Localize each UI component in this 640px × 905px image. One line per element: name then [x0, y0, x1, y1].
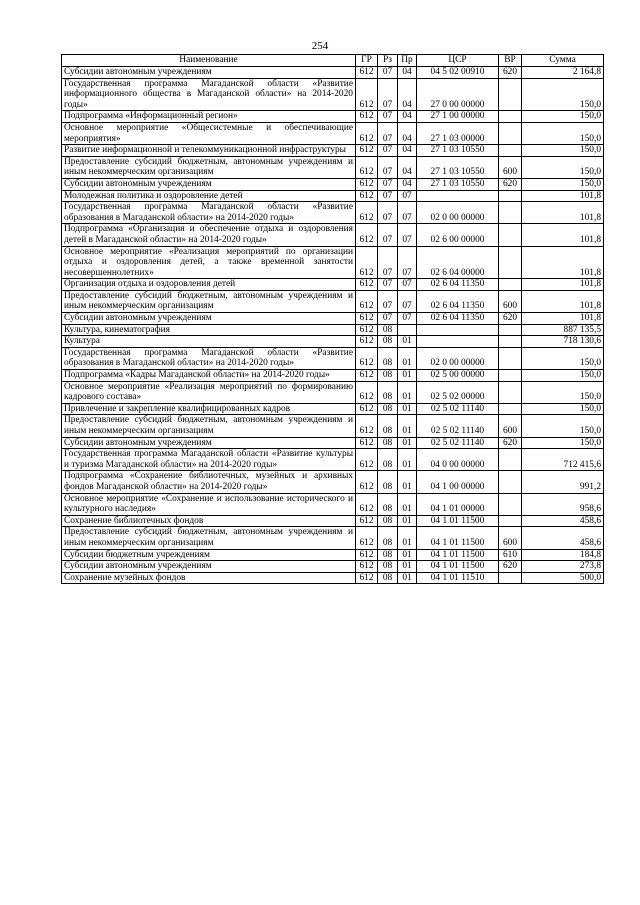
table-row	[62, 549, 604, 561]
cell-csr: 02 6 04 00000	[417, 246, 499, 279]
cell-sum: 150,0	[522, 370, 604, 382]
cell-sum: 150,0	[522, 145, 604, 157]
cell-csr: 27 1 03 10550	[417, 145, 499, 157]
cell-pr: 07	[398, 224, 417, 246]
cell-rz: 08	[378, 549, 398, 561]
cell-csr: 02 6 04 11350	[417, 290, 499, 312]
cell-vr: 600	[499, 290, 522, 312]
cell-rz: 07	[378, 290, 398, 312]
cell-rz: 08	[378, 515, 398, 527]
cell-gr: 612	[356, 78, 378, 111]
cell-gr: 612	[356, 415, 378, 437]
cell-vr	[499, 449, 522, 471]
cell-name: Сохранение библиотечных фондов	[62, 515, 356, 527]
cell-rz: 08	[378, 415, 398, 437]
cell-gr: 612	[356, 449, 378, 471]
table-row	[62, 324, 604, 336]
cell-name: Привлечение и закрепление квалифицированных кадров	[62, 403, 356, 415]
cell-vr: 620	[499, 313, 522, 325]
cell-gr: 612	[356, 224, 378, 246]
cell-vr	[499, 336, 522, 348]
cell-vr	[499, 572, 522, 584]
cell-name: Подпрограмма «Кадры Магаданской области» на 2014-2020 годы»	[62, 370, 356, 382]
cell-rz: 08	[378, 336, 398, 348]
cell-sum: 150,0	[522, 111, 604, 123]
cell-gr: 612	[356, 347, 378, 369]
cell-gr: 612	[356, 527, 378, 549]
cell-gr: 612	[356, 381, 378, 403]
cell-gr: 612	[356, 145, 378, 157]
cell-name: Государственная программа Магаданской области «Развитие культуры и туризма Магаданской области» на 2014-2020 годы»	[62, 449, 356, 471]
cell-pr: 01	[398, 403, 417, 415]
cell-name: Подпрограмма «Организация и обеспечение отдыха и оздоровления детей в Магаданской области» на 2014-2020 годы»	[62, 224, 356, 246]
cell-name: Предоставление субсидий бюджетным, автономным учреждениям и иным некоммерческим организациям	[62, 527, 356, 549]
cell-pr: 04	[398, 122, 417, 144]
table-header-row	[62, 55, 604, 67]
cell-vr	[499, 279, 522, 291]
cell-sum: 718 130,6	[522, 336, 604, 348]
table-row	[62, 313, 604, 325]
cell-name: Субсидии автономным учреждениям	[62, 67, 356, 79]
cell-sum: 101,8	[522, 190, 604, 202]
cell-sum: 150,0	[522, 156, 604, 178]
cell-csr: 04 5 02 00910	[417, 67, 499, 79]
cell-csr: 02 6 04 11350	[417, 279, 499, 291]
cell-vr	[499, 246, 522, 279]
cell-name: Государственная программа Магаданской области «Развитие информационного общества в Магаданской области» на 2014-2020 годы»	[62, 78, 356, 111]
cell-vr: 620	[499, 437, 522, 449]
cell-name: Субсидии автономным учреждениям	[62, 561, 356, 573]
cell-rz: 07	[378, 178, 398, 190]
cell-vr	[499, 515, 522, 527]
cell-rz: 08	[378, 403, 398, 415]
table-row	[62, 122, 604, 144]
cell-name: Субсидии автономным учреждениям	[62, 178, 356, 190]
table-row	[62, 437, 604, 449]
cell-csr: 04 1 01 00000	[417, 493, 499, 515]
cell-pr: 01	[398, 561, 417, 573]
table-row	[62, 290, 604, 312]
cell-csr: 04 1 01 11510	[417, 572, 499, 584]
cell-name: Предоставление субсидий бюджетным, автономным учреждениям и иным некоммерческим организациям	[62, 290, 356, 312]
cell-vr: 620	[499, 67, 522, 79]
cell-rz: 07	[378, 279, 398, 291]
cell-name: Культура	[62, 336, 356, 348]
cell-rz: 07	[378, 202, 398, 224]
cell-rz: 07	[378, 246, 398, 279]
cell-sum: 101,8	[522, 313, 604, 325]
cell-csr: 04 1 00 00000	[417, 471, 499, 493]
table-row	[62, 572, 604, 584]
cell-gr: 612	[356, 493, 378, 515]
cell-csr	[417, 324, 499, 336]
header-pr: Пр	[398, 55, 417, 67]
cell-pr: 01	[398, 549, 417, 561]
cell-vr	[499, 471, 522, 493]
cell-csr: 04 1 01 11500	[417, 515, 499, 527]
cell-sum: 887 135,5	[522, 324, 604, 336]
cell-vr	[499, 493, 522, 515]
cell-rz: 08	[378, 347, 398, 369]
cell-gr: 612	[356, 156, 378, 178]
cell-rz: 07	[378, 145, 398, 157]
cell-pr: 04	[398, 111, 417, 123]
cell-sum: 150,0	[522, 122, 604, 144]
header-name: Наименование	[62, 55, 356, 67]
cell-csr: 27 1 03 10550	[417, 178, 499, 190]
cell-gr: 612	[356, 336, 378, 348]
cell-gr: 612	[356, 202, 378, 224]
cell-pr: 07	[398, 290, 417, 312]
table-row	[62, 156, 604, 178]
table-row	[62, 78, 604, 111]
cell-sum: 458,6	[522, 527, 604, 549]
table-row	[62, 403, 604, 415]
cell-pr: 01	[398, 449, 417, 471]
cell-rz: 08	[378, 561, 398, 573]
cell-sum: 150,0	[522, 78, 604, 111]
cell-sum: 101,8	[522, 202, 604, 224]
cell-name: Молодежная политика и оздоровление детей	[62, 190, 356, 202]
cell-vr	[499, 202, 522, 224]
cell-vr: 600	[499, 527, 522, 549]
cell-rz: 08	[378, 471, 398, 493]
cell-rz: 07	[378, 313, 398, 325]
cell-csr: 02 0 00 00000	[417, 347, 499, 369]
cell-csr: 04 0 00 00000	[417, 449, 499, 471]
cell-vr	[499, 347, 522, 369]
cell-pr: 04	[398, 78, 417, 111]
table-row	[62, 515, 604, 527]
table-row	[62, 178, 604, 190]
table-row	[62, 67, 604, 79]
cell-sum: 184,8	[522, 549, 604, 561]
cell-sum: 2 164,8	[522, 67, 604, 79]
cell-name: Основное мероприятие «Реализация мероприятий по формированию кадрового состава»	[62, 381, 356, 403]
cell-name: Подпрограмма «Информационный регион»	[62, 111, 356, 123]
cell-name: Культура, кинематография	[62, 324, 356, 336]
cell-sum: 958,6	[522, 493, 604, 515]
cell-vr	[499, 145, 522, 157]
cell-gr: 612	[356, 324, 378, 336]
cell-pr: 07	[398, 202, 417, 224]
cell-rz: 07	[378, 78, 398, 111]
cell-name: Предоставление субсидий бюджетным, автономным учреждениям и иным некоммерческим организациям	[62, 156, 356, 178]
cell-csr: 27 1 00 00000	[417, 111, 499, 123]
cell-pr: 01	[398, 415, 417, 437]
cell-gr: 612	[356, 246, 378, 279]
cell-vr: 620	[499, 561, 522, 573]
cell-name: Подпрограмма «Сохранение библиотечных, музейных и архивных фондов Магаданской области» на 2014-2020 годы»	[62, 471, 356, 493]
cell-name: Субсидии автономным учреждениям	[62, 313, 356, 325]
cell-rz: 08	[378, 437, 398, 449]
cell-name: Предоставление субсидий бюджетным, автономным учреждениям и иным некоммерческим организациям	[62, 415, 356, 437]
table-row	[62, 202, 604, 224]
cell-sum: 150,0	[522, 437, 604, 449]
cell-csr	[417, 190, 499, 202]
cell-gr: 612	[356, 67, 378, 79]
table-row	[62, 471, 604, 493]
cell-name: Государственная программа Магаданской области «Развитие образования в Магаданской области» на 2014-2020 годы»	[62, 347, 356, 369]
cell-gr: 612	[356, 313, 378, 325]
cell-csr: 02 5 02 11140	[417, 403, 499, 415]
cell-sum: 150,0	[522, 178, 604, 190]
cell-gr: 612	[356, 370, 378, 382]
cell-vr	[499, 403, 522, 415]
cell-csr: 02 6 04 11350	[417, 313, 499, 325]
cell-vr	[499, 324, 522, 336]
page-number: 254	[311, 40, 329, 52]
cell-sum: 101,8	[522, 290, 604, 312]
cell-csr: 27 0 00 00000	[417, 78, 499, 111]
cell-rz: 07	[378, 190, 398, 202]
cell-vr	[499, 190, 522, 202]
cell-vr: 600	[499, 415, 522, 437]
cell-csr: 02 5 00 00000	[417, 370, 499, 382]
cell-sum: 101,8	[522, 246, 604, 279]
cell-sum: 150,0	[522, 403, 604, 415]
cell-rz: 07	[378, 224, 398, 246]
cell-rz: 08	[378, 370, 398, 382]
cell-gr: 612	[356, 471, 378, 493]
header-vr: ВР	[499, 55, 522, 67]
cell-pr: 01	[398, 381, 417, 403]
cell-pr: 01	[398, 471, 417, 493]
cell-pr: 04	[398, 156, 417, 178]
cell-sum: 458,6	[522, 515, 604, 527]
cell-name: Основное мероприятие «Общесистемные и обеспечивающие мероприятия»	[62, 122, 356, 144]
cell-pr: 07	[398, 279, 417, 291]
cell-vr	[499, 224, 522, 246]
table-row	[62, 449, 604, 471]
cell-csr: 02 5 02 11140	[417, 415, 499, 437]
cell-sum: 150,0	[522, 415, 604, 437]
cell-rz: 08	[378, 572, 398, 584]
table-row	[62, 190, 604, 202]
cell-gr: 612	[356, 190, 378, 202]
cell-rz: 07	[378, 156, 398, 178]
cell-pr: 01	[398, 347, 417, 369]
cell-sum: 101,8	[522, 279, 604, 291]
cell-csr: 27 1 03 10550	[417, 156, 499, 178]
cell-vr: 610	[499, 549, 522, 561]
header-sum: Сумма	[522, 55, 604, 67]
cell-name: Организация отдыха и оздоровления детей	[62, 279, 356, 291]
cell-rz: 08	[378, 324, 398, 336]
cell-pr: 07	[398, 313, 417, 325]
cell-sum: 150,0	[522, 381, 604, 403]
cell-gr: 612	[356, 561, 378, 573]
cell-rz: 08	[378, 449, 398, 471]
table-row	[62, 493, 604, 515]
cell-vr	[499, 122, 522, 144]
table-row	[62, 336, 604, 348]
table-row	[62, 347, 604, 369]
cell-rz: 08	[378, 493, 398, 515]
cell-sum: 991,2	[522, 471, 604, 493]
cell-rz: 07	[378, 67, 398, 79]
table-row	[62, 246, 604, 279]
cell-vr: 620	[499, 178, 522, 190]
cell-csr: 27 1 03 00000	[417, 122, 499, 144]
cell-csr: 02 5 02 11140	[417, 437, 499, 449]
header-csr: ЦСР	[417, 55, 499, 67]
cell-pr: 07	[398, 246, 417, 279]
cell-sum: 101,8	[522, 224, 604, 246]
cell-csr: 02 6 00 00000	[417, 224, 499, 246]
table-row	[62, 415, 604, 437]
cell-pr	[398, 324, 417, 336]
cell-vr	[499, 78, 522, 111]
cell-pr: 01	[398, 437, 417, 449]
cell-rz: 07	[378, 122, 398, 144]
cell-vr	[499, 111, 522, 123]
table-row	[62, 370, 604, 382]
cell-gr: 612	[356, 403, 378, 415]
cell-gr: 612	[356, 549, 378, 561]
cell-gr: 612	[356, 437, 378, 449]
cell-name: Основное мероприятие «Реализация мероприятий по организации отдыха и оздоровления детей, а также временной занятости несовершеннолетних»	[62, 246, 356, 279]
table-row	[62, 381, 604, 403]
cell-vr	[499, 381, 522, 403]
cell-rz: 08	[378, 527, 398, 549]
cell-name: Субсидии автономным учреждениям	[62, 437, 356, 449]
cell-sum: 712 415,6	[522, 449, 604, 471]
cell-csr	[417, 336, 499, 348]
cell-gr: 612	[356, 279, 378, 291]
cell-gr: 612	[356, 290, 378, 312]
cell-rz: 08	[378, 381, 398, 403]
cell-sum: 150,0	[522, 347, 604, 369]
cell-gr: 612	[356, 515, 378, 527]
cell-sum: 273,8	[522, 561, 604, 573]
cell-name: Развитие информационной и телекоммуникационной инфраструктуры	[62, 145, 356, 157]
cell-name: Сохранение музейных фондов	[62, 572, 356, 584]
table-row	[62, 111, 604, 123]
table-row	[62, 527, 604, 549]
cell-pr: 01	[398, 336, 417, 348]
cell-vr: 600	[499, 156, 522, 178]
cell-pr: 07	[398, 190, 417, 202]
cell-csr: 02 5 02 00000	[417, 381, 499, 403]
cell-pr: 04	[398, 145, 417, 157]
cell-pr: 04	[398, 178, 417, 190]
cell-pr: 01	[398, 493, 417, 515]
cell-gr: 612	[356, 572, 378, 584]
header-rz: Рз	[378, 55, 398, 67]
cell-name: Государственная программа Магаданской области «Развитие образования в Магаданской области» на 2014-2020 годы»	[62, 202, 356, 224]
cell-vr	[499, 370, 522, 382]
table-row	[62, 145, 604, 157]
cell-pr: 01	[398, 527, 417, 549]
cell-gr: 612	[356, 122, 378, 144]
table-row	[62, 561, 604, 573]
cell-csr: 02 0 00 00000	[417, 202, 499, 224]
cell-csr: 04 1 01 11500	[417, 527, 499, 549]
header-gr: ГР	[356, 55, 378, 67]
cell-pr: 01	[398, 515, 417, 527]
cell-csr: 04 1 01 11500	[417, 561, 499, 573]
cell-gr: 612	[356, 111, 378, 123]
cell-gr: 612	[356, 178, 378, 190]
cell-sum: 500,0	[522, 572, 604, 584]
cell-csr: 04 1 01 11500	[417, 549, 499, 561]
cell-pr: 01	[398, 370, 417, 382]
cell-name: Субсидии бюджетным учреждениям	[62, 549, 356, 561]
cell-name: Основное мероприятие «Сохранение и использование исторического и культурного наследия»	[62, 493, 356, 515]
cell-pr: 04	[398, 67, 417, 79]
cell-rz: 07	[378, 111, 398, 123]
table-row	[62, 224, 604, 246]
budget-table	[61, 54, 604, 584]
table-row	[62, 279, 604, 291]
cell-pr: 01	[398, 572, 417, 584]
